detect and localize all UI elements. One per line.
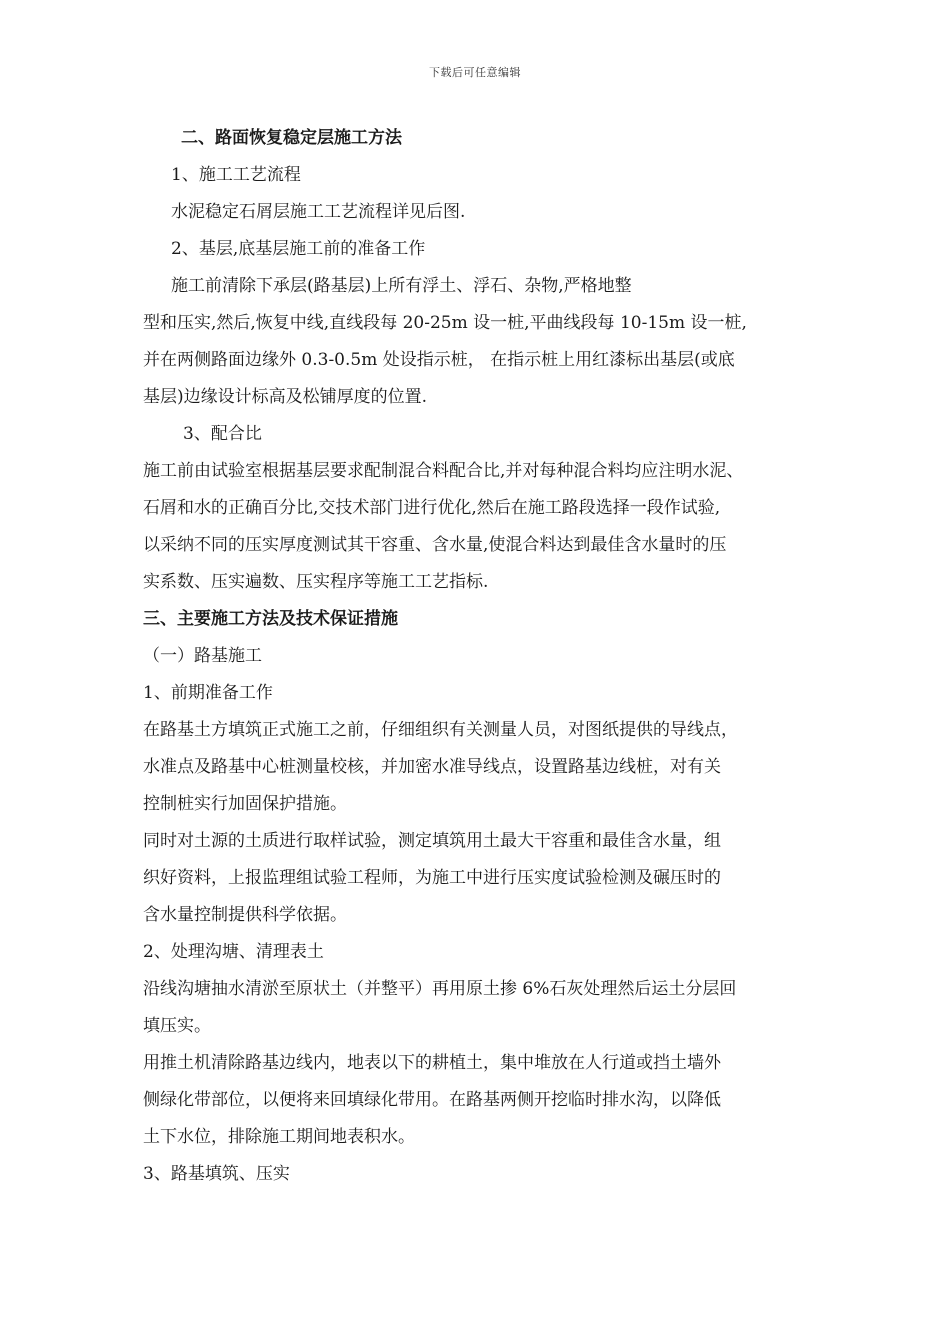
section-heading: 三、主要施工方法及技术保证措施 <box>143 609 398 629</box>
paragraph-line: 在路基土方填筑正式施工之前，仔细组织有关测量人员，对图纸提供的导线点， <box>143 720 738 740</box>
page-header: 下载后可任意编辑 <box>429 66 521 79</box>
document-body <box>143 120 808 1193</box>
paragraph-line: 沿线沟塘抽水清淤至原状土（并整平）再用原土掺 6%石灰处理然后运土分层回 <box>143 979 737 999</box>
paragraph-line: 侧绿化带部位，以便将来回填绿化带用。在路基两侧开挖临时排水沟，以降低 <box>143 1090 721 1110</box>
paragraph-line: 控制桩实行加固保护措施。 <box>143 794 347 814</box>
paragraph-line: 型和压实,然后,恢复中线,直线段每 20-25m 设一桩,平曲线段每 10-15m 设一桩, <box>143 313 747 333</box>
paragraph-line: 织好资料，上报监理组试验工程师，为施工中进行压实度试验检测及碾压时的 <box>143 868 721 888</box>
subsection-heading: 2、处理沟塘、清理表土 <box>143 942 324 962</box>
paragraph-line: 含水量控制提供科学依据。 <box>143 905 347 925</box>
subsection-heading: 3、路基填筑、压实 <box>143 1164 290 1184</box>
paragraph-line: 水准点及路基中心桩测量校核，并加密水准导线点，设置路基边线桩，对有关 <box>143 757 721 777</box>
paragraph-line: 施工前由试验室根据基层要求配制混合料配合比,并对每种混合料均应注明水泥、 <box>143 461 744 481</box>
paragraph-line: 用推土机清除路基边线内，地表以下的耕植土，集中堆放在人行道或挡土墙外 <box>143 1053 721 1073</box>
subsection-heading: 1、施工工艺流程 <box>171 165 301 185</box>
paragraph-line: 以采纳不同的压实厚度测试其干容重、含水量,使混合料达到最佳含水量时的压 <box>143 535 727 555</box>
paragraph-line: 水泥稳定石屑层施工工艺流程详见后图. <box>171 202 466 222</box>
paragraph-line: 石屑和水的正确百分比,交技术部门进行优化,然后在施工路段选择一段作试验, <box>143 498 721 518</box>
subsection-heading: （一）路基施工 <box>143 646 262 666</box>
paragraph-line: 并在两侧路面边缘外 0.3-0.5m 处设指示桩， 在指示桩上用红漆标出基层(或底 <box>143 350 735 370</box>
section-heading: 二、路面恢复稳定层施工方法 <box>181 128 402 148</box>
subsection-heading: 2、基层,底基层施工前的准备工作 <box>171 239 426 259</box>
paragraph-line: 同时对土源的土质进行取样试验，测定填筑用土最大干容重和最佳含水量，组 <box>143 831 721 851</box>
paragraph-line: 土下水位，排除施工期间地表积水。 <box>143 1127 415 1147</box>
paragraph-line: 实系数、压实遍数、压实程序等施工工艺指标. <box>143 572 489 592</box>
paragraph-line: 施工前清除下承层(路基层)上所有浮土、浮石、杂物,严格地整 <box>171 276 632 296</box>
subsection-heading: 3、配合比 <box>183 424 262 444</box>
paragraph-line: 基层)边缘设计标高及松铺厚度的位置. <box>143 387 428 407</box>
paragraph-line: 填压实。 <box>143 1016 211 1036</box>
subsection-heading: 1、前期准备工作 <box>143 683 273 703</box>
